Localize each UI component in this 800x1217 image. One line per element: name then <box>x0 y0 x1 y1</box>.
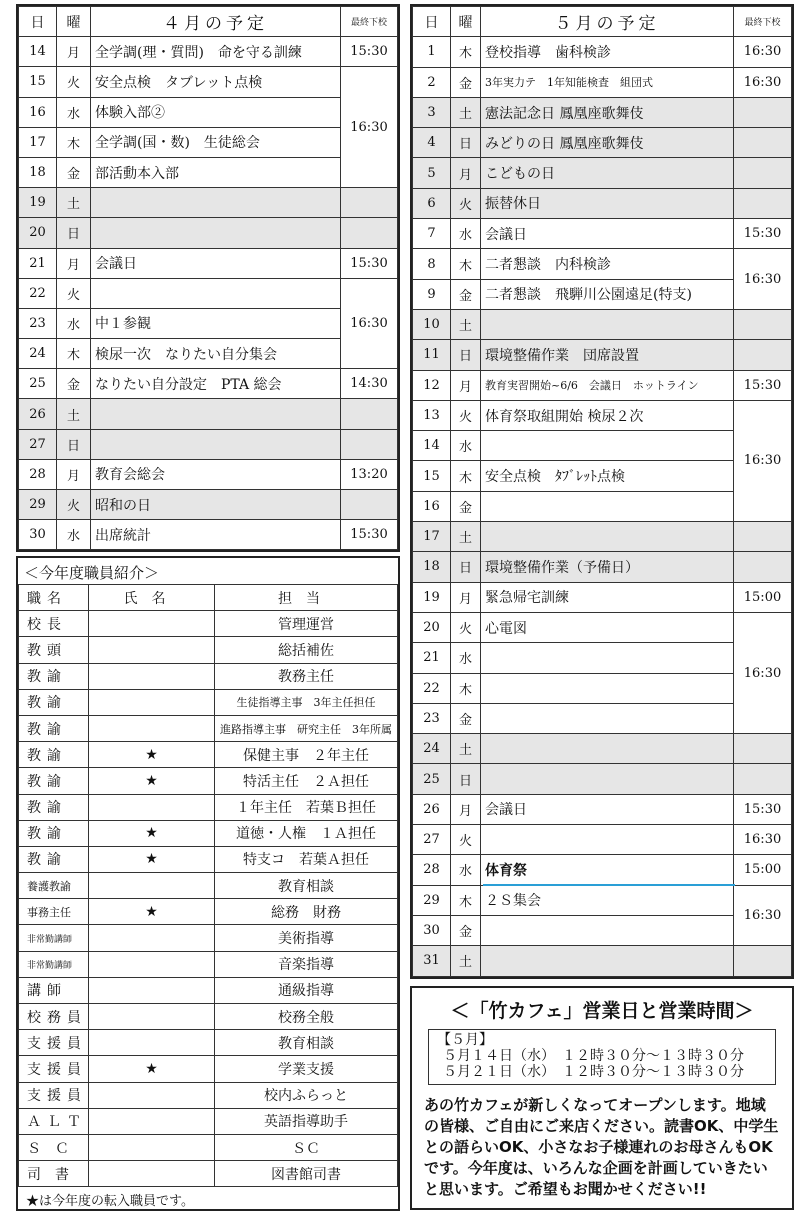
dow: 水 <box>57 308 91 338</box>
cafe-date-2: ５月２１日（水） １２時３０分～１３時３０分 <box>443 1064 744 1080</box>
star-mark: ★ <box>89 820 215 846</box>
star-mark <box>89 1108 215 1134</box>
position: 校務員 <box>19 1004 89 1030</box>
dow-header: 曜 <box>57 7 91 37</box>
event: 安全点検 ﾀﾌﾞﾚｯﾄ点検 <box>481 461 734 491</box>
position: 教諭 <box>19 715 89 741</box>
day: 14 <box>19 37 57 67</box>
dow: 水 <box>451 431 481 461</box>
may-schedule <box>410 4 794 979</box>
star-mark <box>89 611 215 637</box>
dow: 月 <box>57 248 91 278</box>
time: 16:30 <box>734 612 792 733</box>
event: ２Ｓ集会 <box>481 885 734 915</box>
duty: 英語指導助手 <box>215 1108 398 1134</box>
day: 17 <box>413 522 451 552</box>
event: 安全点検 タブレット点検 <box>91 67 341 97</box>
time <box>734 764 792 794</box>
duty: 教育相談 <box>215 1030 398 1056</box>
highlight-underline <box>483 884 735 886</box>
time <box>734 552 792 582</box>
dow: 火 <box>451 612 481 642</box>
duty: 通級指導 <box>215 977 398 1003</box>
event: 3年実力テ 1年知能検査 組団式 <box>481 67 734 97</box>
position: 教頭 <box>19 637 89 663</box>
day: 2 <box>413 67 451 97</box>
star-mark <box>89 1161 215 1187</box>
dow: 土 <box>57 399 91 429</box>
day: 26 <box>413 794 451 824</box>
position: 教諭 <box>19 820 89 846</box>
dow: 金 <box>57 157 91 187</box>
dow: 金 <box>451 915 481 945</box>
star-mark <box>89 794 215 820</box>
event: 検尿一次 なりたい自分集会 <box>91 339 341 369</box>
event <box>481 825 734 855</box>
day: 8 <box>413 249 451 279</box>
time <box>734 309 792 339</box>
duty: 道徳・人権 １Ａ担任 <box>215 820 398 846</box>
star-mark: ★ <box>89 742 215 768</box>
may-table <box>412 6 792 977</box>
position: 教諭 <box>19 663 89 689</box>
day: 5 <box>413 158 451 188</box>
dow: 木 <box>451 249 481 279</box>
day: 17 <box>19 127 57 157</box>
dow: 月 <box>451 370 481 400</box>
event: 登校指導 歯科検診 <box>481 37 734 67</box>
day: 21 <box>19 248 57 278</box>
event: 環境整備作業（予備日） <box>481 552 734 582</box>
event: 全学調(国・数) 生徒総会 <box>91 127 341 157</box>
event: 体育祭取組開始 検尿２次 <box>481 400 734 430</box>
time: 16:30 <box>734 37 792 67</box>
duty: ＳＣ <box>215 1134 398 1160</box>
day: 18 <box>19 157 57 187</box>
time <box>341 188 398 218</box>
day: 13 <box>413 400 451 430</box>
time <box>734 128 792 158</box>
day: 14 <box>413 431 451 461</box>
day: 23 <box>413 703 451 733</box>
star-mark <box>89 925 215 951</box>
position: 校長 <box>19 611 89 637</box>
position: 事務主任 <box>19 899 89 925</box>
day: 26 <box>19 399 57 429</box>
time <box>341 218 398 248</box>
dow: 土 <box>451 734 481 764</box>
day: 27 <box>413 825 451 855</box>
event <box>481 491 734 521</box>
position: 教諭 <box>19 794 89 820</box>
duty: １年主任 若葉Ｂ担任 <box>215 794 398 820</box>
event: 部活動本入部 <box>91 157 341 187</box>
dow: 火 <box>57 490 91 520</box>
time: 16:30 <box>734 825 792 855</box>
event <box>481 673 734 703</box>
time: 16:30 <box>734 885 792 946</box>
duty: 校内ふらっと <box>215 1082 398 1108</box>
dow: 金 <box>451 279 481 309</box>
dow: 火 <box>57 67 91 97</box>
duty: 保健主事 ２年主任 <box>215 742 398 768</box>
day: 30 <box>413 915 451 945</box>
take-cafe-box <box>410 986 794 1210</box>
day: 25 <box>413 764 451 794</box>
position: 支援員 <box>19 1056 89 1082</box>
event: 全学調(理・質問) 命を守る訓練 <box>91 37 341 67</box>
dow: 木 <box>451 673 481 703</box>
event: 会議日 <box>481 794 734 824</box>
event <box>481 431 734 461</box>
day: 9 <box>413 279 451 309</box>
cafe-schedule <box>428 1029 776 1085</box>
dow: 水 <box>57 97 91 127</box>
event: 体育祭 <box>481 855 734 885</box>
staff-table <box>18 584 398 1187</box>
duty: 総務 財務 <box>215 899 398 925</box>
day: 16 <box>413 491 451 521</box>
dow: 月 <box>451 582 481 612</box>
position: 講師 <box>19 977 89 1003</box>
day: 20 <box>413 612 451 642</box>
event: 環境整備作業 団席設置 <box>481 340 734 370</box>
cafe-title: ＜「竹カフェ」営業日と営業時間＞ <box>450 1000 754 1022</box>
day: 29 <box>19 490 57 520</box>
time: 16:30 <box>341 278 398 369</box>
event <box>481 764 734 794</box>
star-mark <box>89 715 215 741</box>
event: 会議日 <box>481 219 734 249</box>
time: 13:20 <box>341 459 398 489</box>
dow: 木 <box>451 461 481 491</box>
dow: 水 <box>451 219 481 249</box>
day: 24 <box>413 734 451 764</box>
star-mark <box>89 637 215 663</box>
duty: 特活主任 ２Ａ担任 <box>215 768 398 794</box>
staff-introduction <box>16 556 400 1211</box>
position: 養護教諭 <box>19 873 89 899</box>
position: 支援員 <box>19 1030 89 1056</box>
time <box>734 946 792 976</box>
dow: 日 <box>451 340 481 370</box>
time <box>734 158 792 188</box>
time: 16:30 <box>734 249 792 310</box>
time: 14:30 <box>341 369 398 399</box>
time: 15:30 <box>734 794 792 824</box>
cafe-month: 【５月】 <box>437 1032 493 1048</box>
day: 20 <box>19 218 57 248</box>
dow: 火 <box>57 278 91 308</box>
time <box>341 429 398 459</box>
duty: 学業支援 <box>215 1056 398 1082</box>
day: 15 <box>413 461 451 491</box>
time: 15:00 <box>734 855 792 885</box>
star-mark <box>89 689 215 715</box>
position-header: 職名 <box>19 585 89 611</box>
star-mark <box>89 873 215 899</box>
duty: 校務全般 <box>215 1004 398 1030</box>
dow: 土 <box>451 946 481 976</box>
day: 31 <box>413 946 451 976</box>
day: 12 <box>413 370 451 400</box>
time: 15:30 <box>341 248 398 278</box>
day: 1 <box>413 37 451 67</box>
event <box>481 915 734 945</box>
event <box>481 309 734 339</box>
event: 憲法記念日 鳳凰座歌舞伎 <box>481 97 734 127</box>
position: ＡＬＴ <box>19 1108 89 1134</box>
time <box>341 490 398 520</box>
duty: 管理運営 <box>215 611 398 637</box>
position: ＳＣ <box>19 1134 89 1160</box>
day: 10 <box>413 309 451 339</box>
day: 16 <box>19 97 57 127</box>
event <box>91 399 341 429</box>
day: 6 <box>413 188 451 218</box>
event: 昭和の日 <box>91 490 341 520</box>
event: 二者懇談 内科検診 <box>481 249 734 279</box>
time: 16:30 <box>341 67 398 188</box>
time: 16:30 <box>734 400 792 521</box>
dow: 木 <box>451 885 481 915</box>
time <box>734 340 792 370</box>
april-table <box>18 6 398 550</box>
april-schedule <box>16 4 400 552</box>
day: 19 <box>19 188 57 218</box>
day-header: 日 <box>413 7 451 37</box>
day: 3 <box>413 97 451 127</box>
position: 司書 <box>19 1161 89 1187</box>
position: 教諭 <box>19 846 89 872</box>
dow: 水 <box>451 855 481 885</box>
dow: 火 <box>451 825 481 855</box>
day: 11 <box>413 340 451 370</box>
star-mark <box>89 1134 215 1160</box>
event <box>481 703 734 733</box>
last-dismissal-header: 最終下校 <box>341 7 398 37</box>
duty: 進路指導主事 研究主任 3年所属 <box>215 715 398 741</box>
dow: 金 <box>451 491 481 521</box>
duty: 教務主任 <box>215 663 398 689</box>
day: 28 <box>413 855 451 885</box>
duty-header: 担当 <box>215 585 398 611</box>
position: 教諭 <box>19 742 89 768</box>
day: 4 <box>413 128 451 158</box>
day: 7 <box>413 219 451 249</box>
april-title: ４月の予定 <box>91 7 341 37</box>
duty: 音楽指導 <box>215 951 398 977</box>
dow: 土 <box>451 97 481 127</box>
star-mark <box>89 663 215 689</box>
time <box>734 522 792 552</box>
dow: 水 <box>451 643 481 673</box>
day: 30 <box>19 520 57 550</box>
event <box>91 218 341 248</box>
staff-note: ★は今年度の転入職員です。 <box>26 1194 194 1210</box>
event <box>91 429 341 459</box>
dow: 木 <box>451 37 481 67</box>
staff-title: ＜今年度職員紹介＞ <box>24 564 160 582</box>
event <box>481 643 734 673</box>
day: 28 <box>19 459 57 489</box>
time: 15:30 <box>734 370 792 400</box>
time <box>734 97 792 127</box>
event: こどもの日 <box>481 158 734 188</box>
last-dismissal-header: 最終下校 <box>734 7 792 37</box>
event <box>91 188 341 218</box>
dow: 木 <box>57 339 91 369</box>
duty: 総括補佐 <box>215 637 398 663</box>
may-title: ５月の予定 <box>481 7 734 37</box>
position: 教諭 <box>19 768 89 794</box>
dow: 土 <box>451 522 481 552</box>
star-mark <box>89 977 215 1003</box>
time: 15:00 <box>734 582 792 612</box>
event: 教育会総会 <box>91 459 341 489</box>
day: 15 <box>19 67 57 97</box>
event: 振替休日 <box>481 188 734 218</box>
dow: 月 <box>57 37 91 67</box>
day: 18 <box>413 552 451 582</box>
time: 15:30 <box>341 520 398 550</box>
dow: 日 <box>57 429 91 459</box>
event: 緊急帰宅訓練 <box>481 582 734 612</box>
star-mark <box>89 951 215 977</box>
dow: 土 <box>451 309 481 339</box>
event <box>481 734 734 764</box>
event: みどりの日 鳳凰座歌舞伎 <box>481 128 734 158</box>
star-mark: ★ <box>89 1056 215 1082</box>
day: 29 <box>413 885 451 915</box>
dow: 土 <box>57 188 91 218</box>
dow: 木 <box>57 127 91 157</box>
duty: 美術指導 <box>215 925 398 951</box>
dow: 火 <box>451 188 481 218</box>
time <box>734 188 792 218</box>
position: 非常勤講師 <box>19 951 89 977</box>
dow: 月 <box>57 459 91 489</box>
duty: 図書館司書 <box>215 1161 398 1187</box>
time <box>734 734 792 764</box>
day-header: 日 <box>19 7 57 37</box>
event: 出席統計 <box>91 520 341 550</box>
position: 支援員 <box>19 1082 89 1108</box>
star-mark <box>89 1004 215 1030</box>
day: 21 <box>413 643 451 673</box>
duty: 教育相談 <box>215 873 398 899</box>
star-mark: ★ <box>89 846 215 872</box>
dow: 金 <box>451 703 481 733</box>
duty: 特支コ 若葉Ａ担任 <box>215 846 398 872</box>
day: 25 <box>19 369 57 399</box>
cafe-message: あの竹カフェが新しくなってオープンします。地域の皆様、ご自由にご来店ください。読書OK、中学生との語らいOK、小さなお子様連れのお母さんもOKです。今年度は、いろんな企画を計画していきたいと思います。ご希望もお聞かせください!! <box>424 1096 779 1198</box>
time: 15:30 <box>341 37 398 67</box>
dow-header: 曜 <box>451 7 481 37</box>
event <box>481 946 734 976</box>
day: 23 <box>19 308 57 338</box>
day: 24 <box>19 339 57 369</box>
dow: 日 <box>57 218 91 248</box>
position: 教諭 <box>19 689 89 715</box>
star-mark: ★ <box>89 899 215 925</box>
day: 22 <box>19 278 57 308</box>
dow: 水 <box>57 520 91 550</box>
dow: 金 <box>57 369 91 399</box>
time: 15:30 <box>734 219 792 249</box>
time <box>341 399 398 429</box>
event: 教育実習開始~6/6 会議日 ホットライン <box>481 370 734 400</box>
day: 22 <box>413 673 451 703</box>
dow: 日 <box>451 764 481 794</box>
dow: 金 <box>451 67 481 97</box>
event: 心電図 <box>481 612 734 642</box>
day: 27 <box>19 429 57 459</box>
cafe-date-1: ５月１４日（水） １２時３０分～１３時３０分 <box>443 1048 744 1064</box>
star-mark: ★ <box>89 768 215 794</box>
time: 16:30 <box>734 67 792 97</box>
dow: 火 <box>451 400 481 430</box>
event <box>481 522 734 552</box>
dow: 月 <box>451 794 481 824</box>
star-mark <box>89 1082 215 1108</box>
name-header: 氏名 <box>89 585 215 611</box>
event: なりたい自分設定 PTA 総会 <box>91 369 341 399</box>
dow: 日 <box>451 552 481 582</box>
position: 非常勤講師 <box>19 925 89 951</box>
event: 会議日 <box>91 248 341 278</box>
event: 二者懇談 飛騨川公園遠足(特支) <box>481 279 734 309</box>
event <box>91 278 341 308</box>
day: 19 <box>413 582 451 612</box>
event: 中１参観 <box>91 308 341 338</box>
star-mark <box>89 1030 215 1056</box>
duty: 生徒指導主事 3年主任担任 <box>215 689 398 715</box>
event: 体験入部② <box>91 97 341 127</box>
dow: 月 <box>451 158 481 188</box>
dow: 日 <box>451 128 481 158</box>
